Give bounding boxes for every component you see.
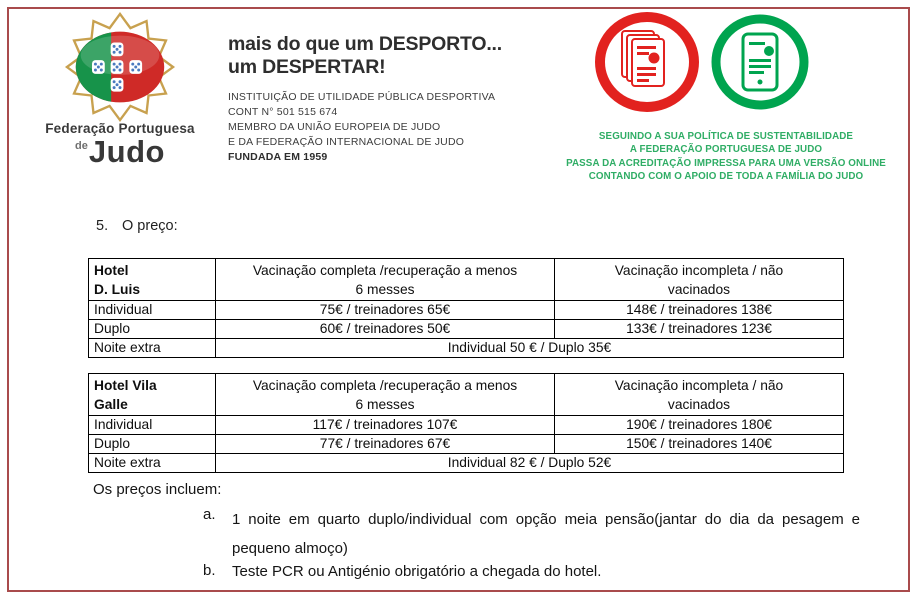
price-cell: 75€ / treinadores 65€ [216,301,555,320]
online-tablet-icon [711,14,809,110]
table-row [89,320,844,339]
list-item-text: 1 noite em quarto duplo/individual com opção meia pensão(jantar do dia da pesagem e pequeno almoço) [232,511,860,557]
org-name-de: de [75,140,88,153]
price-cell: Individual 82 € / Duplo 52€ [216,454,844,473]
row-label: Duplo [89,435,216,454]
row-label: Noite extra [89,454,216,473]
price-cell: 77€ / treinadores 67€ [216,435,555,454]
slogan-line2: um DESPERTAR! [228,56,386,78]
org-name-line1: Federação Portuguesa [45,121,195,136]
sustainability-line: PASSA DA ACREDITAÇÃO IMPRESSA PARA UMA VERSÃO ONLINE [566,157,886,169]
list-item [203,506,863,563]
row-label: Duplo [89,320,216,339]
includes-title: Os preços incluem: [93,481,222,498]
table-header-row [89,374,844,416]
column-header-line: 6 messes [355,281,415,297]
fpj-logo [30,12,210,169]
hotel-name-line: Galle [94,396,128,412]
list-marker: b. [203,562,216,579]
unvaccinated-column-header [555,374,844,416]
table-row [89,435,844,454]
section-label: O preço: [122,218,178,234]
founded-line: FUNDADA EM 1959 [228,151,328,163]
table-row [89,339,844,358]
org-detail-line: CONT N° 501 515 674 [228,106,338,118]
price-cell: 133€ / treinadores 123€ [555,320,844,339]
table-row [89,416,844,435]
unvaccinated-column-header [555,259,844,301]
column-header-line: Vacinação incompleta / não [614,262,784,278]
table-header-row [89,259,844,301]
org-details [228,90,495,165]
slogan [228,33,502,79]
section-title [96,218,178,234]
list-item-text: Teste PCR ou Antigénio obrigatório a chegada do hotel. [232,563,602,580]
fpj-crest-icon [61,12,179,124]
hotel-name-line: Hotel [94,262,129,278]
price-cell: 117€ / treinadores 107€ [216,416,555,435]
column-header-line: Vacinação completa /recuperação a menos [252,262,518,278]
org-name-line2 [30,136,210,169]
list-marker: a. [203,506,216,523]
sustainability-line: CONTANDO COM O APOIO DE TODA A FAMÍLIA DO JUDO [588,171,864,183]
price-cell: 190€ / treinadores 180€ [555,416,844,435]
column-header-line: Vacinação incompleta / não [614,377,784,393]
vaccinated-column-header [216,259,555,301]
table-row [89,454,844,473]
org-detail-line: INSTITUIÇÃO DE UTILIDADE PÚBLICA DESPORTIVA [228,91,496,103]
column-header-line: vacinados [667,396,731,412]
org-name-judo: Judo [88,134,165,170]
row-label: Noite extra [89,339,216,358]
sustainability-line: SEGUINDO A SUA POLÍTICA DE SUSTENTABILIDADE [598,131,854,142]
hotel-name-cell [89,374,216,416]
org-detail-line: E DA FEDERAÇÃO INTERNACIONAL DE JUDO [228,136,465,148]
hotel-name-cell [89,259,216,301]
column-header-line: 6 messes [355,396,415,412]
column-header-line: Vacinação completa /recuperação a menos [252,377,518,393]
table-row [89,301,844,320]
column-header-line: vacinados [667,281,731,297]
hotel-name-line: Hotel Vila [94,377,157,393]
price-cell: Individual 50 € / Duplo 35€ [216,339,844,358]
org-detail-line: MEMBRO DA UNIÃO EUROPEIA DE JUDO [228,121,441,133]
price-cell: 150€ / treinadores 140€ [555,435,844,454]
hotel-vilagalle-price-table [88,373,844,473]
hotel-dluis-price-table [88,258,844,358]
hotel-name-line: D. Luis [94,281,140,297]
sustainability-note [540,130,912,184]
row-label: Individual [89,301,216,320]
printed-documents-icon [594,11,700,113]
org-name [30,122,210,169]
section-number: 5. [96,218,109,234]
sustainability-line: A FEDERAÇÃO PORTUGUESA DE JUDO [629,144,823,156]
vaccinated-column-header [216,374,555,416]
price-cell: 60€ / treinadores 50€ [216,320,555,339]
row-label: Individual [89,416,216,435]
slogan-line1: mais do que um DESPORTO... [228,33,502,55]
price-cell: 148€ / treinadores 138€ [555,301,844,320]
list-item [203,562,863,582]
